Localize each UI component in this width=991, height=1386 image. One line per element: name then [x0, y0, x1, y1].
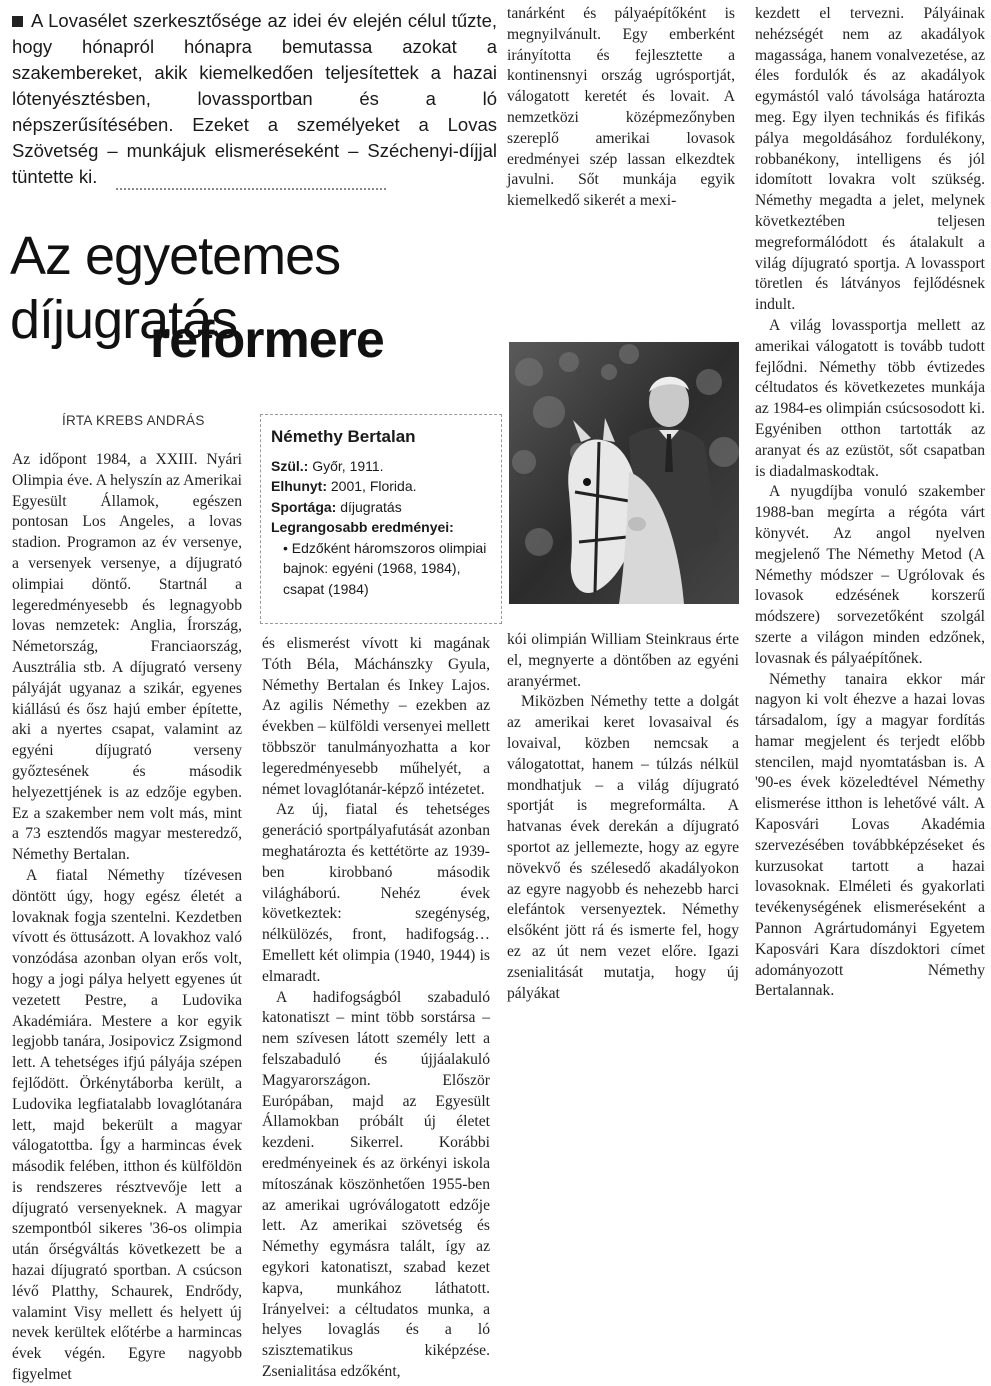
paragraph: és elismerést vívott ki magának Tóth Béla, Máchánszky Gyula, Némethy Bertalan és Inkey Lajos. Az agilis Némethy – ezekben az években – külföldi versenyei mellett többször tanulmányozhatta a kor legeredményesebb műhelyét, a német lovaglótanár-képző intézetet.	[262, 635, 490, 798]
byline: ÍRTA KREBS ANDRÁS	[62, 413, 205, 428]
profile-sport: Sportága: díjugratás	[271, 498, 402, 515]
text-column-2	[262, 634, 490, 1383]
profile-died: Elhunyt: 2001, Florida.	[271, 478, 417, 494]
text-column-4	[755, 4, 985, 1002]
profile-born: Szül.: Győr, 1911.	[271, 457, 384, 474]
paragraph: Némethy tanaira ekkor már nagyon ki volt éhezve a hazai lovas társadalom, így a magyar fordítás hamar megjelent és terjedt előbb stencilen, majd nyomtatásban is. A '90-es évek közeledtével Némethy elismerése itthon is lehetővé vált. A Kaposvári Lovas Akadémia szervezésében továbbképzéseket és kurzusokat tartott a hazai lovasoknak. Elméleti és gyakorlati tevékenységének elismeréseként a Pannon Agrártudományi Egyetem Kaposvári Kara díszdoktori címet adományozott Némethy Bertalannak.	[755, 670, 985, 1000]
paragraph: Az új, fiatal és tehetséges generáció sportpályafutását azonban meghatározta és kettétörte az 1939-ben kirobbanó második világháború. Nehéz évek következtek: szegénység, nélkülözés, front, hadifogság… Emellett két olimpia (1940, 1944) is elmaradt.	[262, 801, 490, 985]
profile-name: Némethy Bertalan	[271, 427, 416, 446]
paragraph: A hadifogságból szabaduló katonatiszt – mint több sorstársa – nem szívesen látott személy lett a felszabaduló és újjáalakuló Magyarországon. Először Európában, majd az Egyesült Államokban próbált új életet kezdeni. Sikerrel. Korábbi eredményeinek és az örkényi iskola mítoszának köszönhetően 1955-ben az amerikai ugróválogatott edzője lett. Az amerikai szövetség és Némethy egymásra talált, így az egykori katonatiszt, szabad kezet kapva, munkához láthatott. Irányelvei: a céltudatos munka, a helyes lovaglás és a ló szisztematikus kiképzése. Zsenialitása edzőként,	[262, 988, 490, 1380]
horse-rider-photo	[509, 342, 739, 604]
paragraph: kezdett el tervezni. Pályáinak nehézségét nem az akadályok magassága, hanem vonalvezetése, az éles fordulók és az akadályok egymástól való távolsága határozta meg. Egy ilyen technikás és fifikás pálya megoldásához fordulékony, robbanékony, intelligens és jól idomított lovakra volt szükség. Némethy megadta a jelet, melynek következtében teljesen megreformálódott és átalakult a világ díjugrató sportja. A lovassport töretlen és látványos fejlődésnek indult.	[755, 5, 985, 314]
profile-box	[260, 414, 502, 624]
paragraph: kói olimpián William Steinkraus érte el, megnyerte a döntőben az egyéni aranyérmet.	[507, 631, 739, 690]
text-column-3	[507, 630, 739, 1004]
portrait-photo	[509, 342, 739, 604]
profile-achievements-label: Legrangosabb eredményei:	[271, 519, 454, 535]
text-column-3-top	[507, 4, 735, 212]
paragraph: A fiatal Némethy tízévesen döntött úgy, hogy egész életét a lovaknak fogja szentelni. Kezdetben vívott és öttusázott. A lovakhoz való vonzódása azonban olyan erős volt, hogy a jogi pálya helyett egyenes út vezetett Pestre, a Ludovika Akadémiára. Mestere a kor egyik legjobb tanára, Josipovicz Zsigmond lett. A tehetséges ifjú pályája szépen fejlődött. Örkénytáborba került, a Ludovika legfiatalabb lovaglótanára lett, majd bekerült a magyar válogatottba. Így a harmincas évek második felében, itthon és külföldön is rendszeres résztvevője lett a díjugrató versenyeknek. A magyar szempontból sikeres '36-os olimpia után őrségváltás következett be a hazai díjugrató sportban. A csúcson lévő Platthy, Schaurek, Endrődy, valamint Visy mellett és helyett új nevek kerültek előtérbe a harmincas évek végén. Egyre nagyobb figyelmet	[12, 866, 242, 1384]
intro-text: A Lovasélet szerkesztősége az idei év elején célul tűzte, hogy hónapról hónapra bemutassa azokat a szakembereket, akik kiemelkedően teljesítettek a hazai lótenyésztésben, lovassportban és a ló népszerűsítésében. Ezeket a személyeket a Lovas Szövetség – munkájuk elismeréseként – Széchenyi-díjjal tüntette ki.	[12, 10, 497, 187]
article-title-line1: Az egyetemes díjugratás	[10, 226, 341, 350]
paragraph: tanárként és pályaépítőként is megnyilvánult. Egy emberként irányította és fejlesztette a kontinensnyi ország ugrósportját, válogatott keretét és lovait. A nemzetközi középmezőnyben szereplő amerikai lovasok eredményei szép lassan elkezdtek javulni. Sőt munkája egyik kiemelkedő sikerét a mexi-	[507, 5, 735, 210]
paragraph: A nyugdíjba vonuló szakember 1988-ban megírta a régóta várt könyvét. Az angol nyelven megjelenő The Némethy Metod (A Némethy módszer – Ugrólovak és lovasok edzésének korszerű módszere) sorvezetőként szolgál szerte a világon minden edzőnek, lovasnak és pályaépítőnek.	[755, 483, 985, 667]
profile-achievement-item: • Edzőként háromszoros olimpiai bajnok: egyéni (1968, 1984), csapat (1984)	[283, 539, 487, 597]
dotted-divider	[116, 188, 386, 190]
intro-paragraph	[12, 8, 497, 190]
paragraph: Az időpont 1984, a XXIII. Nyári Olimpia éve. A helyszín az Amerikai Egyesült Államok, egészen pontosan Los Angeles, a lovas stadion. Programon az év versenye, a versenyek versenye, a díjugrató olimpiai döntő. Startnál a legeredményesebb és legnagyobb lovas nemzetek: Anglia, Írország, Németország, Franciaország, Ausztrália stb. A díjugrató verseny pályáját ugyanaz a szikár, egyenes kiállású és ősz hajú ember építette, aki a nyertes csapat, valamint az egyéni díjugrató verseny győztesének és második helyezettjének is az edzője egyben. Ez a szakember nem volt más, mint a 73 esztendős magyar mesteredző, Némethy Bertalan.	[12, 451, 242, 864]
article-title-line2: reformere	[150, 311, 384, 369]
square-bullet-icon	[12, 16, 23, 27]
text-column-1	[12, 450, 242, 1386]
paragraph: Miközben Némethy tette a dolgát az amerikai keret lovasaival és lovaival, közben nemcsak a válogatottat, hanem – túlzás nélkül mondhatjuk – a világ díjugrató sportját is megreformálta. A hatvanas évek derekán a díjugrató sportot az jellemezte, hogy az egyre növekvő és szélesedő akadályokon az egyre nagyobb és nehezebb harci elefántok versenyeztek. Némethy elsőként jött rá és ismerte fel, hogy ez az út nem vezet előre. Igazi zsenialitását mutatja, hogy új pályákat	[507, 693, 739, 1002]
paragraph: A világ lovassportja mellett az amerikai válogatott is tovább tudott fejlődni. Némethy több évtizedes céltudatos és következetes munkája az 1984-es olimpián csúcsosodott ki. Egyéniben otthon tartották az aranyat és az ezüstöt, sőt csapatban is diadalmaskodtak.	[755, 316, 985, 480]
